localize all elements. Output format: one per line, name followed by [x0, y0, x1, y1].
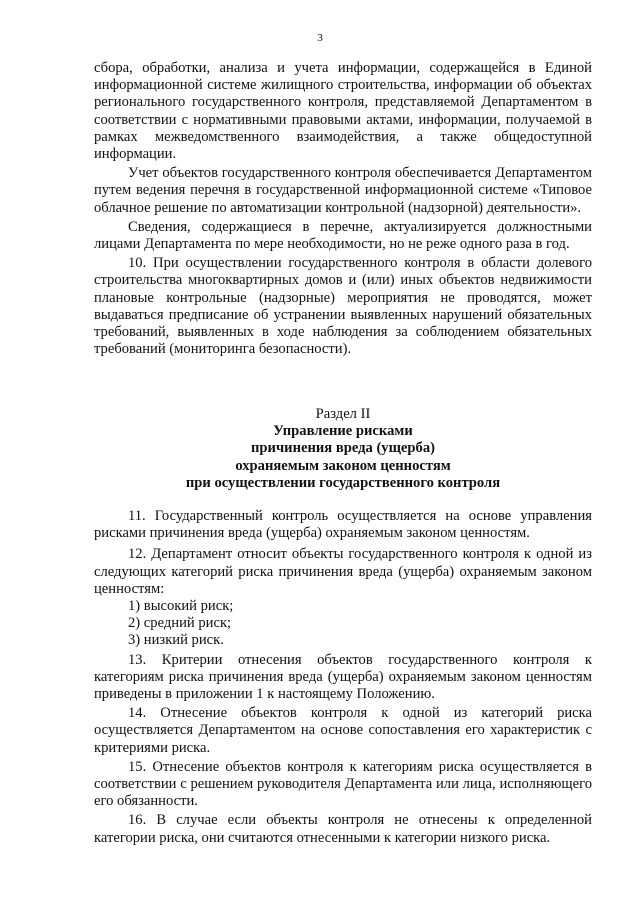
paragraph-continuation: сбора, обработки, анализа и учета информации, содержащейся в Единой информационной системе жилищного строительства, информации об объектах регионального государственного контроля, представляемой Департаментом в соответствии с нормативными правовыми актами, информации, получаемой в рамках межведомственного взаимодействия, а также общедоступной информации. [94, 60, 592, 163]
risk-list-item-medium: 2) средний риск; [128, 615, 232, 632]
paragraph-list-update: Сведения, содержащиеся в перечне, актуализируется должностными лицами Департамента по мере необходимости, но не реже одного раза в год. [94, 218, 592, 253]
section-name-line: при осуществлении государственного контроля [185, 474, 501, 491]
paragraph-object-accounting: Учет объектов государственного контроля обеспечивается Департаментом путем ведения перечня в государственной информационной системе «Типовое облачное решение по автоматизации контрольной (надзорной) деятельности». [94, 165, 592, 216]
section-title: Раздел II [315, 406, 371, 422]
paragraph-item-10: 10. При осуществлении государственного контроля в области долевого строительства многоквартирных домов и (или) иных объектов недвижимости плановые контрольные (надзорные) мероприятия не проводятся, может выдаваться предписание об устранении выявленных нарушений обязательных требований, выявленных в ходе наблюдения за соблюдением обязательных требований (мониторинга безопасности). [94, 255, 592, 358]
paragraph-item-15: 15. Отнесение объектов контроля к категориям риска осуществляется в соответствии с решением руководителя Департамента или лица, исполняющего его обязанности. [94, 758, 592, 810]
paragraph-item-13: 13. Критерии отнесения объектов государственного контроля к категориям риска причинения вреда (ущерба) охраняемым законом ценностям приведены в приложении 1 к настоящему Положению. [94, 651, 592, 703]
risk-list-item-low: 3) низкий риск. [128, 632, 224, 649]
section-heading [94, 406, 592, 494]
paragraph-item-14: 14. Отнесение объектов контроля к одной из категорий риска осуществляется Департаментом на основе сопоставления его характеристик с критериями риска. [94, 705, 592, 756]
document-body [94, 60, 592, 847]
page-number: 3 [317, 32, 323, 44]
bottom-paragraphs [94, 508, 592, 847]
section-name-line: охраняемым законом ценностям [235, 457, 451, 474]
paragraph-item-16: 16. В случае если объекты контроля не отнесены к определенной категории риска, они считаются отнесенными к категории низкого риска. [94, 812, 592, 846]
top-paragraphs [94, 60, 592, 386]
section-name-line: Управление рисками [273, 423, 413, 440]
paragraph-item-12: 12. Департамент относит объекты государственного контроля к одной из следующих категорий риска причинения вреда (ущерба) охраняемым законом ценностям: [94, 546, 592, 597]
risk-list-item-high: 1) высокий риск; [128, 598, 234, 615]
paragraph-item-11: 11. Государственный контроль осуществляется на основе управления рисками причинения вреда (ущерба) охраняемым законом ценностям. [94, 508, 592, 542]
section-name-line: причинения вреда (ущерба) [251, 440, 435, 457]
